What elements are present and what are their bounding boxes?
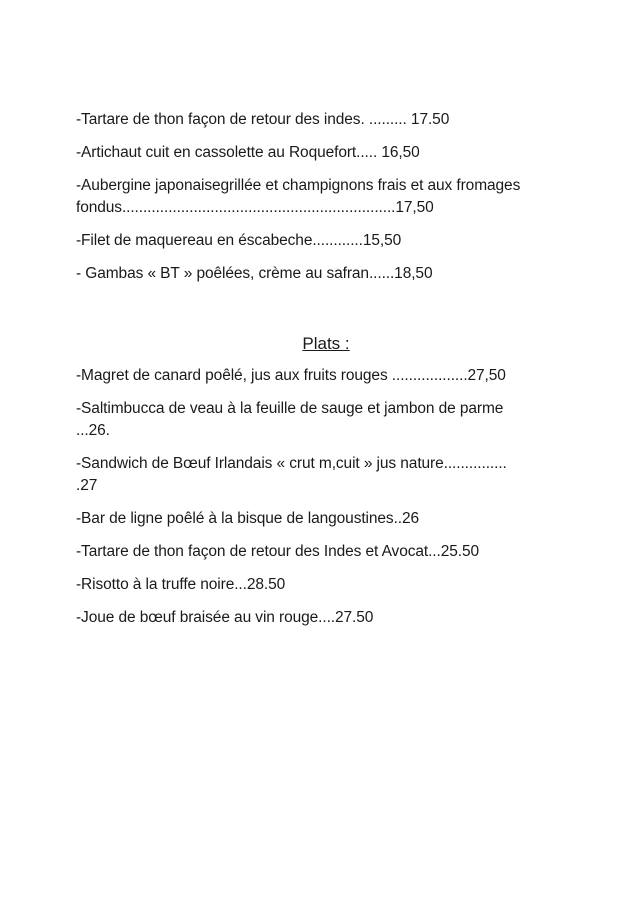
section-heading-plats: Plats : <box>302 334 350 353</box>
menu-item <box>76 398 576 442</box>
menu-item <box>76 175 576 219</box>
menu-item: -Magret de canard poêlé, jus aux fruits rouges ..................27,50 <box>76 367 506 384</box>
menu-item-line: fondus.................................................................17,50 <box>76 199 434 216</box>
menu-item: -Tartare de thon façon de retour des indes. ......... 17.50 <box>76 111 450 128</box>
menu-item: -Tartare de thon façon de retour des Indes et Avocat...25.50 <box>76 543 480 560</box>
menu-page <box>76 109 576 640</box>
menu-item-line: -Sandwich de Bœuf Irlandais « crut m,cuit » jus nature............... <box>76 455 507 472</box>
menu-item-line: -Aubergine japonaisegrillée et champignons frais et aux fromages <box>76 177 521 194</box>
menu-item <box>76 453 576 497</box>
menu-item: -Joue de bœuf braisée au vin rouge....27.50 <box>76 609 374 626</box>
menu-item: -Filet de maquereau en éscabeche............15,50 <box>76 232 402 249</box>
menu-item-line: -Saltimbucca de veau à la feuille de sauge et jambon de parme <box>76 400 504 417</box>
menu-item: -Artichaut cuit en cassolette au Roquefort..... 16,50 <box>76 144 420 161</box>
menu-item: -Bar de ligne poêlé à la bisque de langoustines..26 <box>76 510 420 527</box>
menu-item: - Gambas « BT » poêlées, crème au safran......18,50 <box>76 265 433 282</box>
menu-item-line: ...26. <box>76 422 110 439</box>
menu-item: -Risotto à la truffe noire...28.50 <box>76 576 286 593</box>
menu-item-line: .27 <box>76 477 98 494</box>
